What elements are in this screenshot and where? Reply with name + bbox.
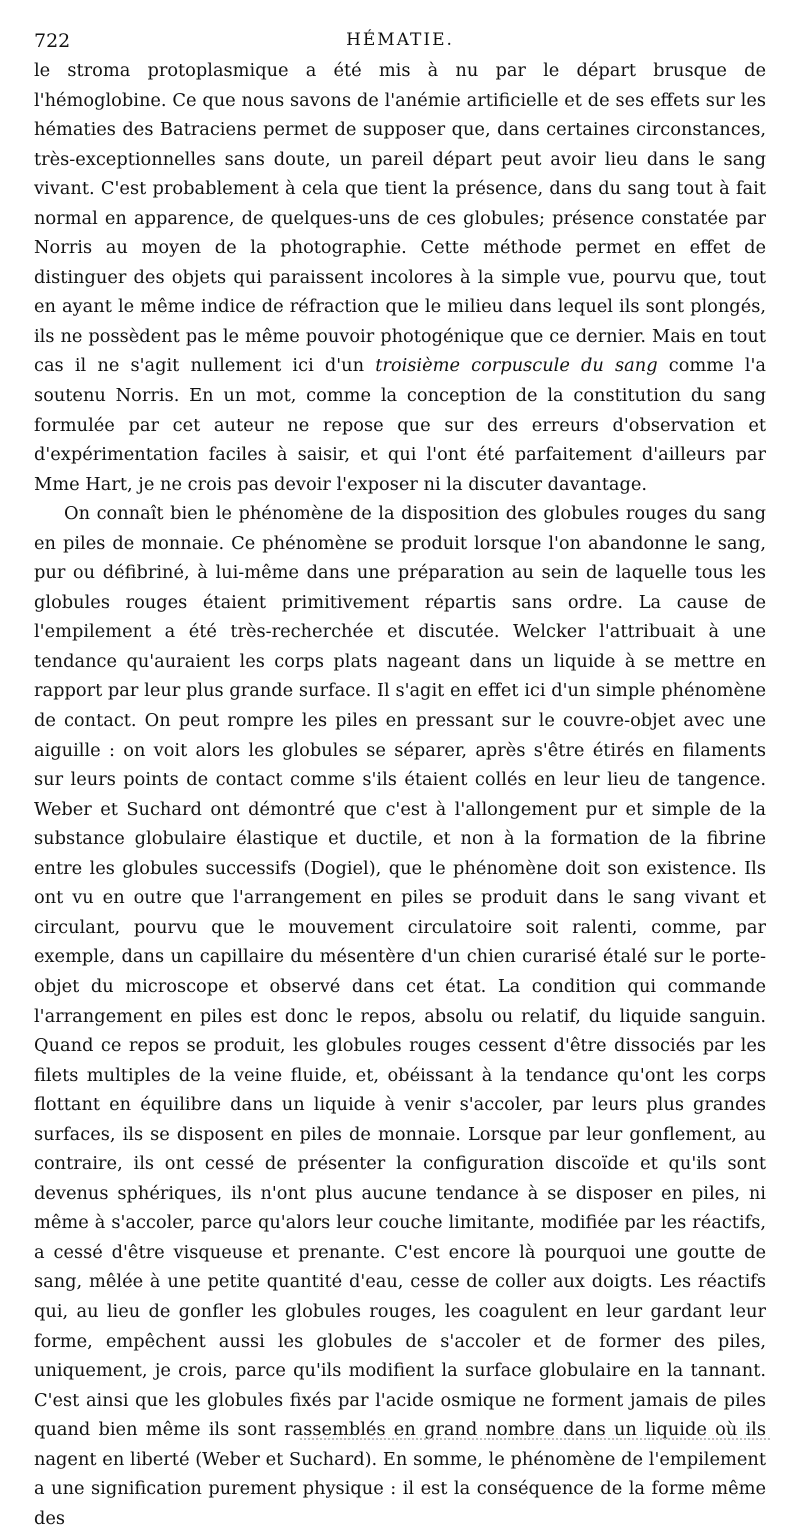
running-title: HÉMATIE. bbox=[346, 30, 454, 50]
page-number: 722 bbox=[34, 30, 71, 52]
faint-footer-rule bbox=[300, 1438, 770, 1440]
paragraph-2: On connaît bien le phénomène de la disposition des globules rouges du sang en piles de monnaie. Ce phénomène se produit lorsque l'on abandonne le sang, pur ou défibriné, à lui-même dans une préparation au sein de laquelle tous les globules rouges étaient primitivement répartis sans ordre. La cause de l'empilement a été très-recherchée et discutée. Welcker l'attribuait à une tendance qu'auraient les corps plats nageant dans un liquide à se mettre en rapport par leur plus grande surface. Il s'agit en effet ici d'un simple phénomène de contact. On peut rompre les piles en pressant sur le couvre-objet avec une aiguille : on voit alors les globules se séparer, après s'être étirés en filaments sur leurs points de contact comme s'ils étaient collés en leur lieu de tangence. Weber et Suchard ont démontré que c'est à l'allongement pur et simple de la substance globulaire élastique et ductile, et non à la formation de la fibrine entre les globules successifs (Dogiel), que le phénomène doit son existence. Ils ont vu en outre que l'arrangement en piles se produit dans le sang vivant et circulant, pourvu que le mouvement circulatoire soit ralenti, comme, par exemple, dans un capillaire du mésentère d'un chien curarisé étalé sur le porte-objet du microscope et observé dans cet état. La condition qui commande l'arrangement en piles est donc le repos, absolu ou relatif, du liquide sanguin. Quand ce repos se produit, les globules rouges cessent d'être dissociés par les filets multiples de la veine fluide, et, obéissant à la tendance qu'ont les corps flottant en équilibre dans un liquide à venir s'accoler, par leurs plus grandes surfaces, ils se disposent en piles de monnaie. Lorsque par leur gonflement, au contraire, ils ont cessé de présenter la configuration discoïde et qu'ils sont devenus sphériques, ils n'ont plus aucune tendance à se disposer en piles, ni même à s'accoler, parce qu'alors leur couche limitante, modifiée par les réactifs, a cessé d'être visqueuse et prenante. C'est encore là pourquoi une goutte de sang, mêlée à une petite quantité d'eau, cesse de coller aux doigts. Les réactifs qui, au lieu de gonfler les globules rouges, les coagulent en leur gardant leur forme, empêchent aussi les globules de s'accoler et de former des piles, uniquement, je crois, parce qu'ils modifient la surface globulaire en la tannant. C'est ainsi que les globules fixés par l'acide osmique ne forment jamais de piles quand bien même ils sont rassemblés en grand nombre dans un liquide où ils nagent en liberté (Weber et Suchard). En somme, le phénomène de l'empilement a une signification purement physique : il est la conséquence de la forme même des bbox=[34, 503, 766, 1529]
paragraph-1-text-start: le stroma protoplasmique a été mis à nu par le départ brusque de l'hémoglobine. Ce que nous savons de l'anémie artificielle et de ses effets sur les hématies des Batraciens permet de supposer que, dans certaines circonstances, très-exceptionnelles sans doute, un pareil départ peut avoir lieu dans le sang vivant. C'est probablement à cela que tient la présence, dans du sang tout à fait normal en apparence, de quelques-uns de ces globules; présence constatée par Norris au moyen de la photographie. Cette méthode permet en effet de distinguer des objets qui paraissent incolores à la simple vue, pourvu que, tout en ayant le même indice de réfraction que le milieu dans lequel ils sont plongés, ils ne possèdent pas le même pouvoir photogénique que ce dernier. Mais en tout cas il ne s'agit nullement ici d'un bbox=[34, 60, 766, 377]
page-header bbox=[34, 30, 766, 54]
body-text bbox=[34, 56, 766, 1533]
paragraph-1 bbox=[34, 56, 766, 499]
italic-phrase: troisième corpuscule du sang bbox=[375, 355, 658, 377]
paragraph-1-text-end: comme l'a soutenu Norris. En un mot, comme la conception de la constitution du sang formulée par cet auteur ne repose que sur des erreurs d'observation et d'expérimentation faciles à saisir, et qui l'ont été parfaitement d'ailleurs par Mme Hart, je ne crois pas devoir l'exposer ni la discuter davantage. bbox=[34, 355, 766, 495]
